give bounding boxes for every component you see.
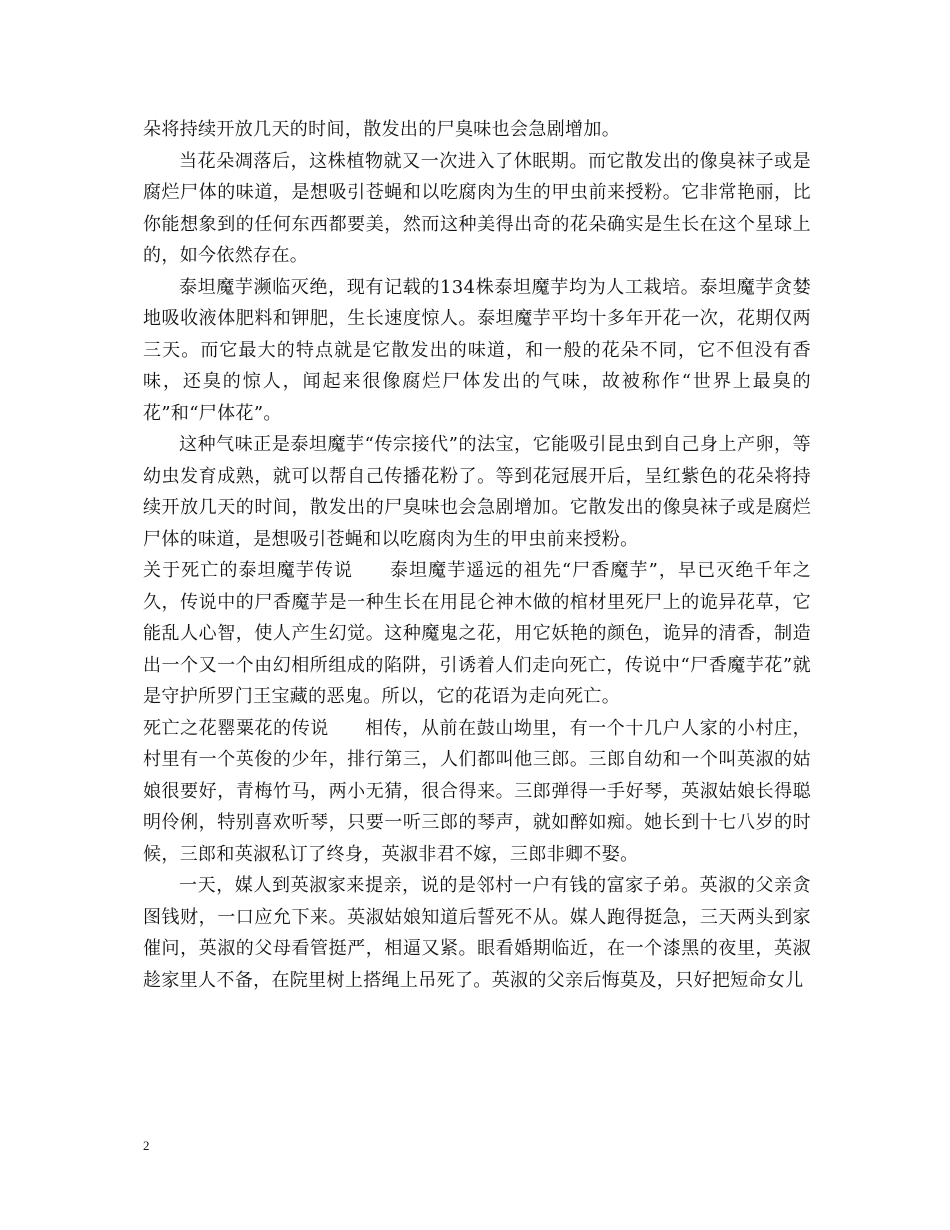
paragraph-1-text: 朵将持续开放几天的时间，散发出的尸臭味也会急剧增加。 — [143, 119, 621, 140]
paragraph-2-text: 当花朵凋落后，这株植物就又一次进入了休眠期。而它散发出的像臭袜子或是腐烂尸体的味道，是想吸引苍蝇和以吃腐肉为生的甲虫前来授粉。它非常艳丽，比你能想象到的任何东西都要美，然而这种美得出奇的花朵确实是生长在这个星球上的，如今依然存在。 — [143, 150, 811, 266]
section-heading-poppy-legend: 死亡之花罂粟花的传说 — [143, 717, 329, 739]
paragraph-3 — [143, 272, 811, 430]
paragraph-5 — [143, 555, 811, 713]
paragraph-7 — [143, 870, 811, 996]
document-body — [143, 114, 811, 996]
paragraph-4 — [143, 429, 811, 555]
paragraph-2 — [143, 146, 811, 272]
paragraph-4-text: 这种气味正是泰坦魔芋“传宗接代”的法宝，它能吸引昆虫到自己身上产卵，等幼虫发育成熟，就可以帮自己传播花粉了。等到花冠展开后，呈红紫色的花朵将持续开放几天的时间，散发出的尸臭味也会急剧增加。它散发出的像臭袜子或是腐烂尸体的味道，是想吸引苍蝇和以吃腐肉为生的甲虫前来授粉。 — [143, 434, 811, 550]
page-number: 2 — [143, 1138, 150, 1153]
paragraph-6-text: 相传，从前在鼓山坳里，有一个十几户人家的小村庄，村里有一个英俊的少年，排行第三，人们都叫他三郎。三郎自幼和一个叫英淑的姑娘很要好，青梅竹马，两小无猜，很合得来。三郎弹得一手好琴，英淑姑娘长得聪明伶俐，特别喜欢听琴，只要一听三郎的琴声，就如醉如痴。她长到十七八岁的时候，三郎和英淑私订了终身，英淑非君不嫁，三郎非卿不娶。 — [143, 717, 812, 865]
paragraph-7-text: 一天，媒人到英淑家来提亲，说的是邻村一户有钱的富家子弟。英淑的父亲贪图钱财，一口应允下来。英淑姑娘知道后誓死不从。媒人跑得挺急，三天两头到家催问，英淑的父母看管挺严，相逼又紧。眼看婚期临近，在一个漆黑的夜里，英淑趁家里人不备，在院里树上搭绳上吊死了。英淑的父亲后悔莫及，只好把短命女儿 — [143, 875, 811, 991]
paragraph-1 — [143, 114, 811, 146]
paragraph-3-text: 泰坦魔芋濒临灭绝，现有记载的134株泰坦魔芋均为人工栽培。泰坦魔芋贪婪地吸收液体肥料和钾肥，生长速度惊人。泰坦魔芋平均十多年开花一次，花期仅两三天。而它最大的特点就是它散发出的味道，和一般的花朵不同，它不但没有香味，还臭的惊人，闻起来很像腐烂尸体发出的气味，故被称作“世界上最臭的花”和“尸体花”。 — [143, 276, 811, 424]
section-heading-titan-arum-legend: 关于死亡的泰坦魔芋传说 — [143, 560, 354, 581]
paragraph-6 — [143, 713, 811, 871]
paragraph-5-text: 泰坦魔芋遥远的祖先“尸香魔芋”，早已灭绝千年之久，传说中的尸香魔芋是一种生长在用昆仑神木做的棺材里死尸上的诡异花草，它能乱人心智，使人产生幻觉。这种魔鬼之花，用它妖艳的颜色，诡异的清香，制造出一个又一个由幻相所组成的陷阱，引诱着人们走向死亡，传说中“尸香魔芋花”就是守护所罗门王宝藏的恶鬼。所以，它的花语为走向死亡。 — [143, 560, 812, 707]
